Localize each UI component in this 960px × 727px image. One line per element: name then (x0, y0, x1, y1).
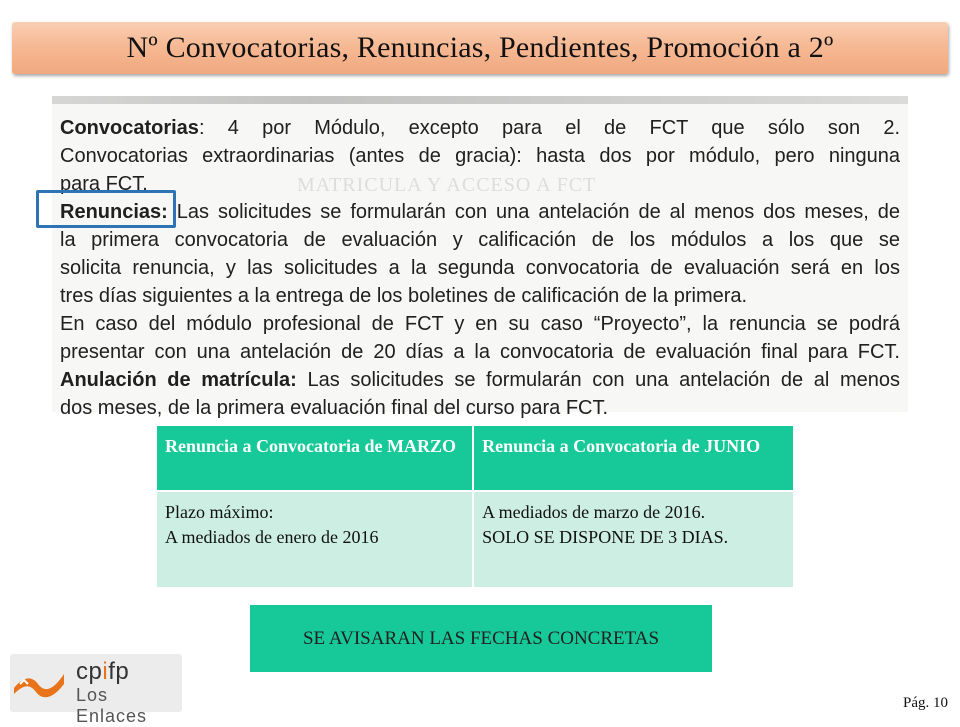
header-marzo: Renuncia a Convocatoria de MARZO (156, 425, 473, 491)
renuncias-highlight-box (36, 190, 176, 228)
slide-title-bar (12, 22, 948, 74)
table-row (156, 491, 794, 588)
scan-text-block (60, 114, 900, 422)
scan-line: la primera convocatoria de evaluación y calificación de los módulos a los que se (60, 229, 900, 251)
scan-line: Anulación de matrícula: Las solicitudes se formularán con una antelación de al menos (60, 369, 900, 391)
dates-notice-box (250, 605, 712, 672)
scan-line: presentar con una antelación de 20 días a la convocatoria de evaluación final para FCT. (60, 341, 900, 363)
cell-marzo-line: Plazo máximo: (165, 502, 274, 522)
dates-notice-text: SE AVISARAN LAS FECHAS CONCRETAS (302, 627, 660, 649)
scan-line: Convocatorias extraordinarias (antes de gracia): hasta dos por módulo, pero ninguna (60, 145, 900, 167)
scan-line: para FCT. (60, 173, 148, 195)
scanned-document-excerpt (52, 96, 908, 419)
table-header-row (156, 425, 794, 491)
logo-swoosh-icon (10, 654, 68, 712)
scan-line: dos meses, de la primera evaluación final del curso para FCT. (60, 397, 609, 419)
cell-marzo (156, 491, 473, 588)
cell-junio-line: A mediados de marzo de 2016. (482, 502, 706, 522)
scan-line: solicita renuncia, y las solicitudes a la segunda convocatoria de evaluación será en los (60, 257, 900, 279)
renuncia-table (155, 424, 795, 589)
scan-line: En caso del módulo profesional de FCT y en su caso “Proyecto”, la renuncia se podrá (60, 313, 900, 335)
cpifp-logo (10, 654, 182, 726)
logo-subtitle: Los Enlaces (76, 685, 148, 726)
cell-junio (473, 491, 794, 588)
logo-brand: cpifp (76, 658, 130, 685)
cell-marzo-line: A mediados de enero de 2016 (165, 527, 379, 547)
cell-junio-line: SOLO SE DISPONE DE 3 DIAS. (482, 527, 729, 547)
scan-line: Renuncias: Las solicitudes se formularán con una antelación de al menos dos meses, de (60, 201, 900, 223)
header-junio: Renuncia a Convocatoria de JUNIO (473, 425, 794, 491)
scan-watermark: MATRICULA Y ACCESO A FCT (297, 174, 597, 196)
scan-line: tres días siguientes a la entrega de los boletines de calificación de la primera. (60, 285, 748, 307)
page-number: Pág. 10 (903, 695, 948, 711)
slide-title: Nº Convocatorias, Renuncias, Pendientes, Promoción a 2º (126, 31, 834, 64)
scan-line: Convocatorias: 4 por Módulo, excepto para el de FCT que sólo son 2. (60, 117, 900, 139)
